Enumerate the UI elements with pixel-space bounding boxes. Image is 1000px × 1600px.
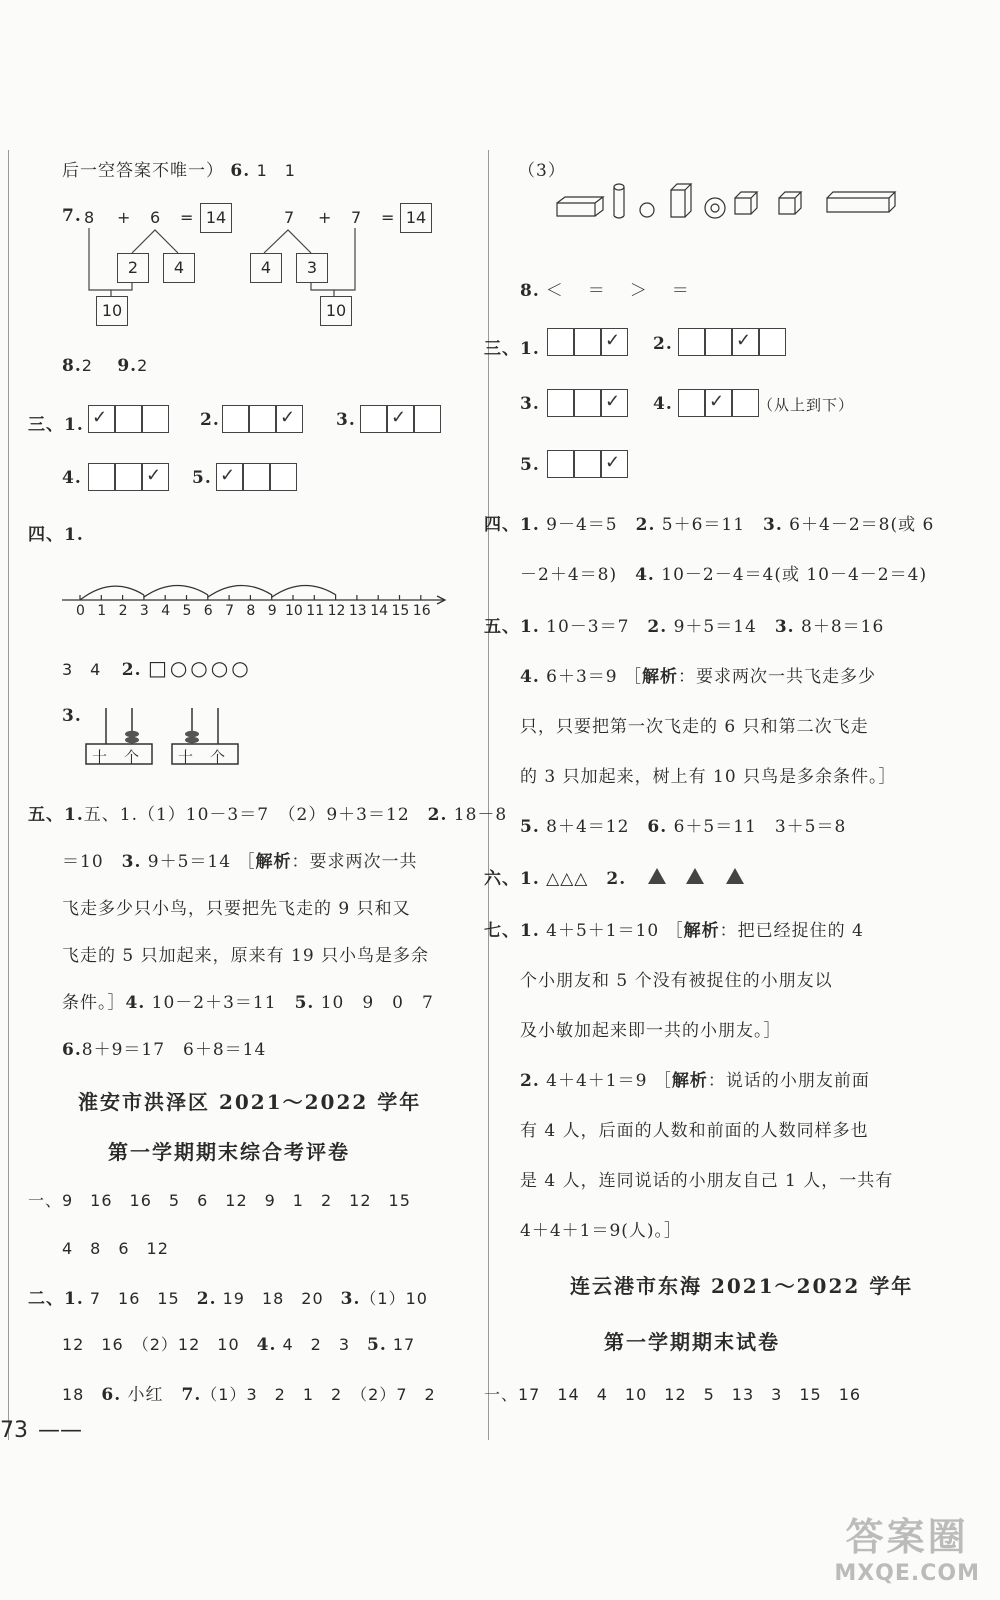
left-s3-4-label: 4. [62,468,82,488]
right-s3-4-box3 [732,389,759,417]
section-title-lianyungang-2: 第一学期期末试卷 [604,1330,780,1354]
number-line-label: 3 [139,603,149,619]
right-s3-5-box2 [574,450,601,478]
left-s3-5-box2 [243,463,270,491]
right-s3-4-box1 [678,389,705,417]
left-s3-1-box2 [115,405,142,433]
left-s3-2-box1 [222,405,249,433]
left-s3-3-box3 [414,405,441,433]
right-s3-1-box1 [547,328,574,356]
q7-right-split-2: 3 [296,253,328,283]
q7-right-ten: 10 [320,296,352,326]
right-s7-line-7: 4＋4＋1＝9(人)。］ [520,1221,683,1241]
left-s4-label: 四、1. [28,525,84,545]
right-s3-3-box2 [574,389,601,417]
triangle-icon [648,868,666,884]
right-s3-5-box1 [547,450,574,478]
right-s3-4-label: 4. [653,394,673,414]
number-line-label: 8 [246,603,256,619]
number-line-label: 10 [285,603,303,619]
check-icon: ✓ [391,407,407,428]
q7-left-result: 14 [200,203,232,233]
right-s3-2-box4 [759,328,786,356]
number-line-label: 11 [306,603,325,619]
left-s5-line-1: 五、1.五、1.（1）10－3＝7 （2）9＋3＝12 2. 18－8 [28,805,508,825]
abacus-label-2: 十 个 [178,748,227,766]
number-line-label: 2 [118,603,128,619]
q7-label: 7. [62,206,82,226]
check-icon: ✓ [605,452,621,473]
q7-right-eq: = [381,208,396,227]
left-s3-2-box2 [249,405,276,433]
section-title-huaian-2: 第一学期期末综合考评卷 [108,1140,350,1164]
number-line-label: 14 [370,603,389,619]
right-s3-3-label: 3. [520,394,540,414]
check-icon: ✓ [605,330,621,351]
left-s4-3-label: 3. [62,706,82,726]
right-s3-label: 三、1. [484,339,540,359]
watermark-logo: 答案圈 MXQE.COM [834,1515,980,1586]
right-s3-2-box2 [705,328,732,356]
right-s3-3-box1 [547,389,574,417]
right-s7-line-4: 2. 4＋4＋1＝9 ［解析：说话的小朋友前面 [520,1071,870,1091]
abacus-label-1: 十 个 [92,748,141,766]
q7-left-plus: + [117,208,132,227]
check-icon: ✓ [146,465,162,486]
right-e1-line: 一、17 14 4 10 12 5 13 3 15 16 [484,1385,862,1404]
q7-right-split-1: 4 [250,253,282,283]
q7-right-a: 7 [284,208,296,227]
number-line-label: 1 [97,603,107,619]
right-s3-5-label: 5. [520,455,540,475]
left-s3-5-label: 5. [192,468,212,488]
left-e1-line-1: 一、9 16 16 5 6 12 9 1 2 12 15 [28,1191,411,1210]
right-s4-line-1: 四、1. 9－4＝5 2. 5＋6＝11 3. 6＋4－2＝8(或 6 [484,515,935,535]
left-e2-line-2: 12 16 （2）12 10 4. 4 2 3 5. 17 [62,1335,416,1355]
check-icon: ✓ [220,465,236,486]
left-s3-label: 三、1. [28,415,84,435]
right-s6-line: 六、1. △△△ 2. [484,869,627,889]
right-s5-line-5: 5. 8＋4＝12 6. 6＋5＝11 3＋5＝8 [520,817,847,837]
left-e2-line-1: 二、1. 7 16 15 2. 19 18 20 3.（1）10 [28,1289,428,1309]
left-s5-line-5: 条件。］4. 10－2＋3＝11 5. 10 9 0 7 [62,993,434,1013]
right-s5-line-2: 4. 6＋3＝9 ［解析：要求两次一共飞走多少 [520,667,877,687]
left-s3-5-box3 [270,463,297,491]
left-s5-line-3: 飞走多少只小鸟，只要把先飞走的 9 只和又 [62,899,411,919]
q7-left-a: 8 [84,208,96,227]
page-number: 73 —— [0,1418,82,1443]
right-s5-line-4: 的 3 只加起来，树上有 10 只鸟是多余条件。］ [520,767,897,787]
right-q3-label: （3） [518,161,566,181]
right-s4-line-2: －2＋4＝8) 4. 10－2－4＝4(或 10－4－2＝4) [520,565,928,585]
number-line-label: 5 [182,603,192,619]
q7-left-split-2: 4 [163,253,195,283]
check-icon: ✓ [605,391,621,412]
check-icon: ✓ [736,330,752,351]
q7-left-ten: 10 [96,296,128,326]
left-s3-3-box1 [360,405,387,433]
q7-left-split-1: 2 [117,253,149,283]
number-line-label: 12 [327,603,346,619]
right-s3-2-label: 2. [653,334,673,354]
right-s7-line-1: 七、1. 4＋5＋1＝10 ［解析：把已经捉住的 4 [484,921,864,941]
left-line-89: 8.2 9.2 [62,356,149,376]
number-line [60,565,450,635]
left-s5-line-6: 6.8＋9＝17 6＋8＝14 [62,1040,267,1060]
q7-right-result: 14 [400,203,432,233]
number-line-label: 15 [391,603,410,619]
right-s5-line-1: 五、1. 10－3＝7 2. 9＋5＝14 3. 8＋8＝16 [484,617,885,637]
right-s7-line-5: 有 4 人，后面的人数和前面的人数同样多也 [520,1121,869,1141]
number-line-label: 0 [76,603,85,619]
number-line-label: 16 [412,603,431,619]
check-icon: ✓ [92,407,108,428]
number-line-label: 9 [267,603,277,619]
filled-triangles [646,866,756,886]
right-s7-line-6: 是 4 人，连同说话的小朋友自己 1 人，一共有 [520,1171,894,1191]
number-line-label: 6 [203,603,213,619]
right-s3-1-box2 [574,328,601,356]
right-s5-line-3: 只，只要把第一次飞走的 6 只和第二次飞走 [520,717,869,737]
left-line-1: 后一空答案不唯一） 6. 1 1 [62,161,296,181]
left-e1-line-2: 4 8 6 12 [62,1239,169,1258]
number-line-label: 4 [161,603,171,619]
left-s3-2-label: 2. [200,410,220,430]
q7-right-plus: + [318,208,333,227]
left-s5-line-2: ＝10 3. 9＋5＝14 ［解析：要求两次一共 [62,852,418,872]
left-e2-line-3: 18 6. 小红 7.（1）3 2 1 2 （2）7 2 [62,1385,436,1405]
right-s7-line-2: 个小朋友和 5 个没有被捉住的小朋友以 [520,971,833,991]
right-q8: 8. ＜ ＝ ＞ ＝ [520,281,693,301]
q7-left-eq: = [180,208,195,227]
right-s3-2-box1 [678,328,705,356]
right-s3-4-note: （从上到下） [758,396,855,414]
section-title-lianyungang-1: 连云港市东海 2021～2022 学年 [570,1274,914,1298]
q7-right-b: 7 [351,208,363,227]
solid-shapes-drawing [555,178,900,223]
number-line-label: 7 [225,603,235,619]
triangle-icon [726,868,744,884]
check-icon: ✓ [709,391,725,412]
left-s3-3-label: 3. [336,410,356,430]
section-title-huaian-1: 淮安市洪泽区 2021～2022 学年 [78,1090,422,1114]
left-s3-4-box1 [88,463,115,491]
triangle-icon [686,868,704,884]
left-s3-1-box3 [142,405,169,433]
check-icon: ✓ [280,407,296,428]
number-line-label: 13 [348,603,367,619]
right-s7-line-3: 及小敏加起来即一共的小朋友。］ [520,1021,782,1041]
left-s3-4-box2 [115,463,142,491]
q7-left-b: 6 [150,208,162,227]
left-s4-answers: 3 4 2. □○○○○ [62,656,252,680]
left-s5-line-4: 飞走的 5 只加起来，原来有 19 只小鸟是多余 [62,946,430,966]
